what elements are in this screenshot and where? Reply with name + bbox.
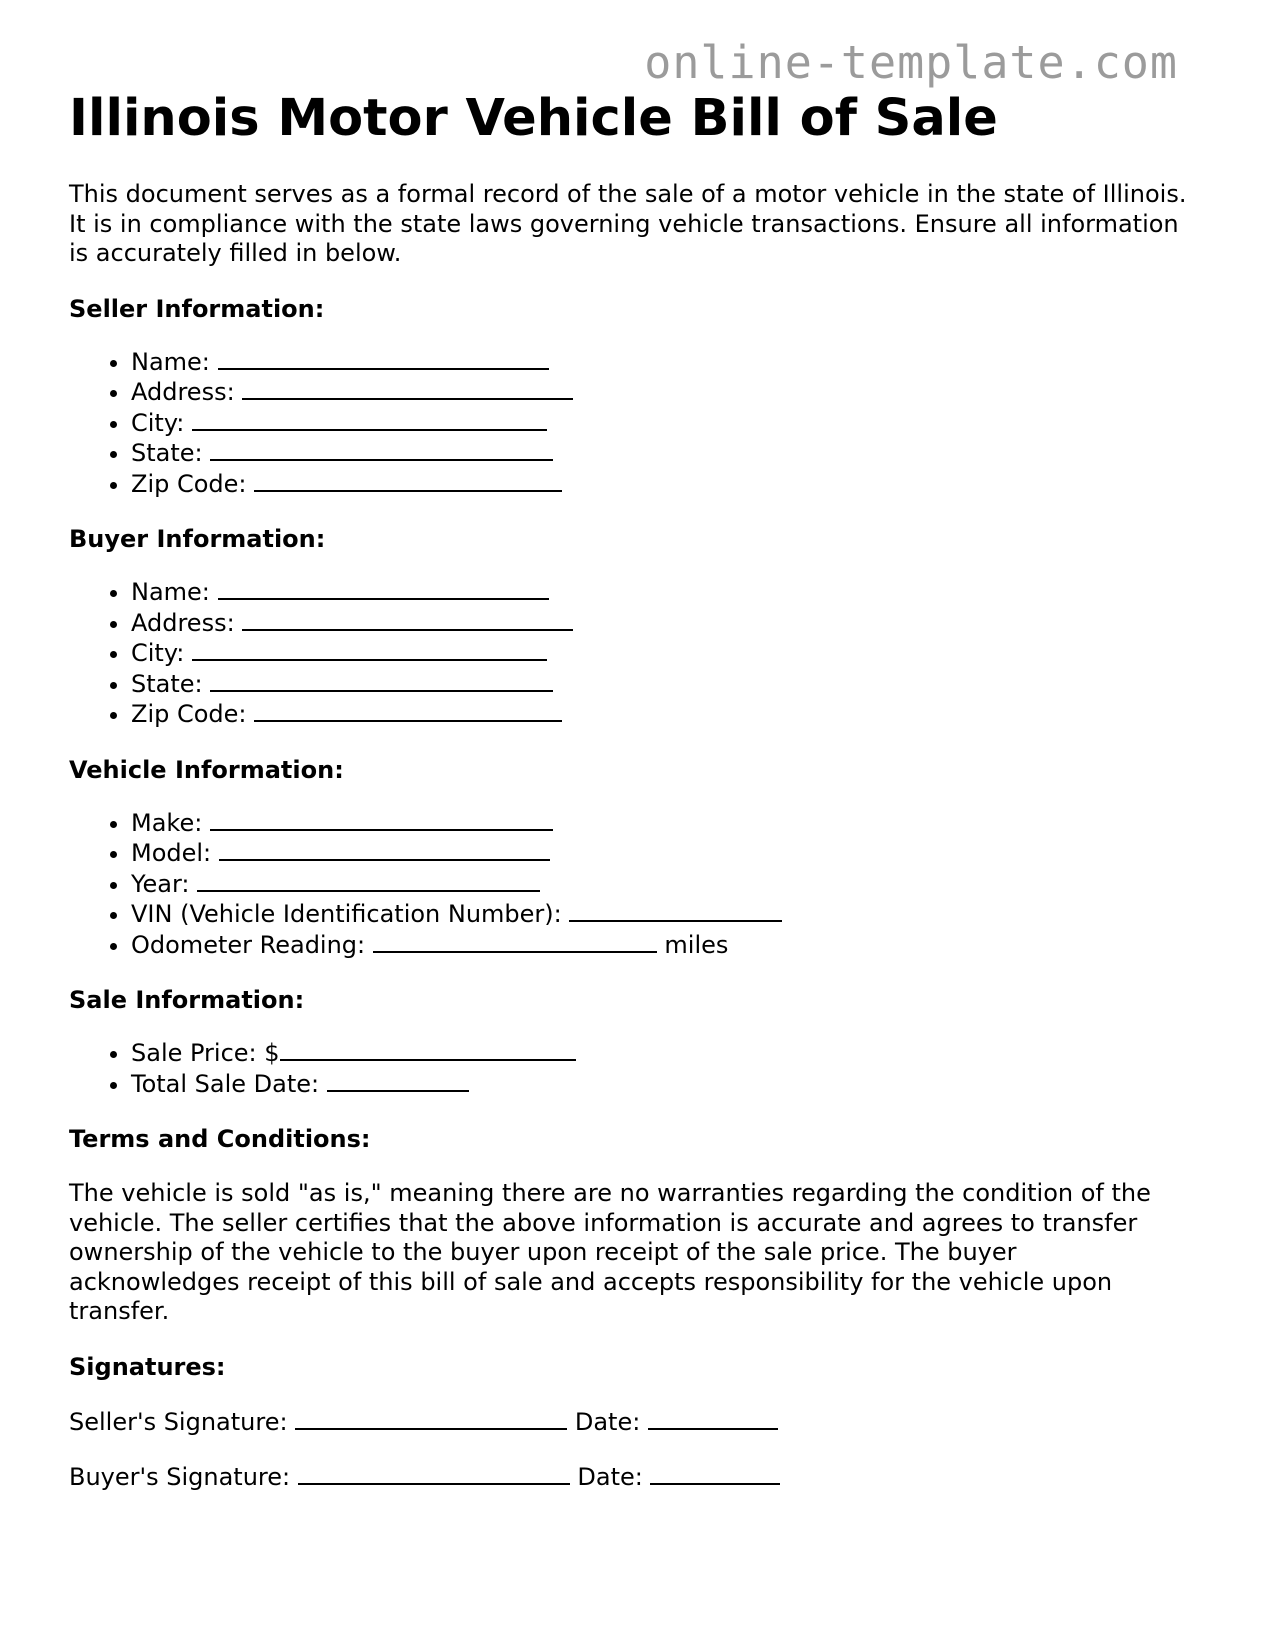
buyer-signature-blank[interactable]: [298, 1462, 570, 1485]
buyer-city-item: [131, 638, 1189, 669]
vehicle-year-blank[interactable]: [197, 869, 540, 892]
signatures-heading: Signatures:: [69, 1352, 226, 1381]
buyer-signature-line: [69, 1462, 1189, 1493]
vehicle-odometer-item: [131, 930, 1189, 961]
buyer-address-item: [131, 608, 1189, 639]
buyer-address-blank[interactable]: [242, 608, 573, 631]
sale-price-item: [131, 1038, 1189, 1069]
seller-city-item: [131, 408, 1189, 439]
field-label: Name:: [131, 347, 210, 376]
vehicle-year-item: [131, 869, 1189, 900]
field-label: State:: [131, 439, 203, 467]
vehicle-fields: [69, 808, 1189, 961]
seller-heading: Seller Information:: [69, 294, 325, 323]
buyer-name-blank[interactable]: [218, 577, 549, 600]
field-label: Total Sale Date:: [131, 1069, 320, 1098]
buyer-date-label: Date:: [577, 1463, 643, 1491]
seller-signature-line: [69, 1407, 1189, 1438]
field-label: VIN (Vehicle Identification Number):: [131, 900, 562, 928]
field-label: Make:: [131, 808, 203, 837]
seller-signature-blank[interactable]: [295, 1407, 567, 1430]
buyer-state-item: [131, 669, 1189, 700]
field-label: State:: [131, 669, 203, 698]
buyer-zip-item: [131, 699, 1189, 730]
vehicle-model-item: [131, 838, 1189, 869]
terms-paragraph: The vehicle is sold "as is," meaning there are no warranties regarding the condition of the vehicle. The seller certifies that the above information is accurate and agrees to transfer ownership of the vehicle to the buyer upon receipt of the sale price. The buyer acknowledges receipt of this bill of sale and accepts responsibility for the vehicle upon transfer.: [69, 1179, 1151, 1325]
buyer-fields: [69, 577, 1189, 730]
field-label: Odometer Reading:: [131, 930, 366, 959]
vehicle-vin-blank[interactable]: [569, 899, 782, 922]
buyer-state-blank[interactable]: [210, 669, 553, 692]
seller-address-blank[interactable]: [242, 377, 573, 400]
seller-zip-item: [131, 469, 1189, 500]
field-label: Name:: [131, 578, 210, 606]
field-label: Sale Price: $: [131, 1039, 280, 1067]
seller-state-item: [131, 438, 1189, 469]
field-label: Zip Code:: [131, 469, 247, 498]
buyer-zip-blank[interactable]: [254, 699, 562, 722]
sale-date-item: [131, 1069, 1189, 1100]
seller-name-blank[interactable]: [218, 347, 549, 370]
document-page: [69, 88, 1189, 1493]
buyer-city-blank[interactable]: [192, 638, 547, 661]
buyer-name-item: [131, 577, 1189, 608]
vehicle-make-item: [131, 808, 1189, 839]
seller-date-label: Date:: [574, 1407, 641, 1436]
seller-zip-blank[interactable]: [254, 469, 562, 492]
buyer-date-blank[interactable]: [650, 1462, 780, 1485]
field-label: City:: [131, 408, 185, 437]
seller-date-blank[interactable]: [648, 1407, 778, 1430]
buyer-signature-label: Buyer's Signature:: [69, 1463, 291, 1491]
field-label: Model:: [131, 839, 212, 867]
terms-heading: Terms and Conditions:: [69, 1125, 371, 1153]
odometer-unit: miles: [664, 930, 729, 959]
field-label: Zip Code:: [131, 700, 247, 728]
field-label: Year:: [131, 869, 190, 898]
sale-price-blank[interactable]: [280, 1038, 576, 1061]
vehicle-model-blank[interactable]: [219, 838, 550, 861]
seller-signature-label: Seller's Signature:: [69, 1407, 288, 1436]
seller-address-item: [131, 377, 1189, 408]
vehicle-vin-item: [131, 899, 1189, 930]
seller-city-blank[interactable]: [192, 408, 547, 431]
sale-heading: Sale Information:: [69, 986, 305, 1014]
field-label: City:: [131, 639, 185, 667]
sale-date-blank[interactable]: [327, 1069, 469, 1092]
intro-paragraph: This document serves as a formal record of the sale of a motor vehicle in the state of Illinois. It is in compliance with the state laws governing vehicle transactions. Ensure all information is accurately filled in below.: [69, 180, 1187, 267]
seller-fields: [69, 347, 1189, 500]
field-label: Address:: [131, 608, 235, 637]
vehicle-odometer-blank[interactable]: [373, 930, 657, 953]
watermark: online-template.com: [644, 36, 1178, 89]
sale-fields: [69, 1038, 1189, 1099]
buyer-heading: Buyer Information:: [69, 525, 326, 553]
vehicle-heading: Vehicle Information:: [69, 755, 344, 784]
field-label: Address:: [131, 378, 235, 406]
seller-state-blank[interactable]: [210, 438, 553, 461]
seller-name-item: [131, 347, 1189, 378]
vehicle-make-blank[interactable]: [210, 808, 553, 831]
document-title: Illinois Motor Vehicle Bill of Sale: [69, 89, 998, 148]
